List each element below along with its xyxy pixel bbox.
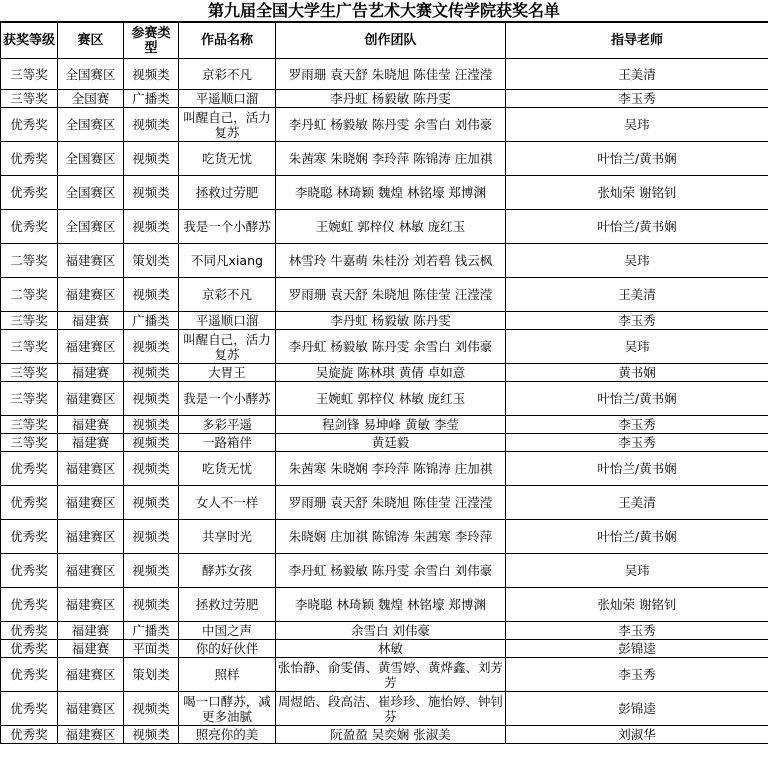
team-cell: 吴旋旋 陈林琪 黄倩 卓如意 — [276, 364, 506, 382]
table-row — [1, 312, 768, 330]
award-level-cell: 二等奖 — [1, 278, 58, 312]
table-row — [1, 59, 768, 90]
award-level-cell: 优秀奖 — [1, 554, 58, 588]
entry-type-cell: 广播类 — [124, 312, 179, 330]
table-row — [1, 658, 768, 692]
award-level-cell: 优秀奖 — [1, 588, 58, 622]
division-cell: 全国赛区 — [58, 210, 124, 244]
table-row — [1, 588, 768, 622]
division-cell: 福建赛区 — [58, 452, 124, 486]
entry-type-cell: 视频类 — [124, 210, 179, 244]
work-title-cell: 吃货无忧 — [179, 142, 276, 176]
advisor-cell: 李玉秀 — [506, 312, 768, 330]
header-division: 赛区 — [58, 23, 124, 59]
entry-type-cell: 视频类 — [124, 59, 179, 90]
work-title-cell: 一路箱伴 — [179, 434, 276, 452]
work-title-cell: 拯救过劳肥 — [179, 588, 276, 622]
work-title-cell: 叫醒自己，活力复苏 — [179, 330, 276, 364]
team-cell: 王婉虹 郭梓仪 林敏 庞红玉 — [276, 210, 506, 244]
advisor-cell: 叶怡兰/黄书娴 — [506, 142, 768, 176]
advisor-cell: 李玉秀 — [506, 658, 768, 692]
table-row — [1, 244, 768, 278]
award-level-cell: 优秀奖 — [1, 142, 58, 176]
division-cell: 福建赛区 — [58, 382, 124, 416]
division-cell: 福建赛 — [58, 312, 124, 330]
advisor-cell: 张灿荣 谢铭钊 — [506, 176, 768, 210]
division-cell: 福建赛区 — [58, 330, 124, 364]
table-row — [1, 210, 768, 244]
award-level-cell: 三等奖 — [1, 59, 58, 90]
work-title-cell: 京彩不凡 — [179, 278, 276, 312]
team-cell: 朱茜寒 朱晓娴 李玲萍 陈锦涛 庄加祺 — [276, 452, 506, 486]
work-title-cell: 共享时光 — [179, 520, 276, 554]
award-level-cell: 优秀奖 — [1, 210, 58, 244]
table-row — [1, 278, 768, 312]
work-title-cell: 吃货无忧 — [179, 452, 276, 486]
team-cell: 朱晓娴 庄加祺 陈锦涛 朱茜寒 李玲萍 — [276, 520, 506, 554]
division-cell: 福建赛区 — [58, 692, 124, 726]
work-title-cell: 京彩不凡 — [179, 59, 276, 90]
advisor-cell: 吴玮 — [506, 330, 768, 364]
table-row — [1, 142, 768, 176]
header-award-level: 获奖等级 — [1, 23, 58, 59]
division-cell: 福建赛区 — [58, 486, 124, 520]
table-row — [1, 90, 768, 108]
team-cell: 罗雨珊 袁天舒 朱晓旭 陈佳莹 汪滢滢 — [276, 278, 506, 312]
advisor-cell: 彭锦逵 — [506, 640, 768, 658]
division-cell: 福建赛区 — [58, 278, 124, 312]
award-level-cell: 二等奖 — [1, 244, 58, 278]
award-table — [0, 22, 768, 744]
award-level-cell: 三等奖 — [1, 90, 58, 108]
division-cell: 福建赛区 — [58, 520, 124, 554]
advisor-cell: 吴玮 — [506, 244, 768, 278]
work-title-cell: 酵苏女孩 — [179, 554, 276, 588]
award-level-cell: 优秀奖 — [1, 692, 58, 726]
advisor-cell: 彭锦逵 — [506, 692, 768, 726]
team-cell: 周煜皓、段高洁、崔珍珍、施怡婷、钟钊芬 — [276, 692, 506, 726]
team-cell: 张怡静、俞雯倩、黄雪婷、黄烨鑫、刘芳芳 — [276, 658, 506, 692]
award-level-cell: 优秀奖 — [1, 640, 58, 658]
work-title-cell: 中国之声 — [179, 622, 276, 640]
division-cell: 福建赛区 — [58, 726, 124, 744]
header-entry-type: 参赛类型 — [124, 23, 179, 59]
advisor-cell: 王美清 — [506, 278, 768, 312]
work-title-cell: 女人不一样 — [179, 486, 276, 520]
award-level-cell: 优秀奖 — [1, 726, 58, 744]
entry-type-cell: 视频类 — [124, 588, 179, 622]
team-cell: 李丹虹 杨毅敏 陈丹雯 余雪白 刘伟豪 — [276, 108, 506, 142]
team-cell: 李丹虹 杨毅敏 陈丹雯 — [276, 312, 506, 330]
table-row — [1, 434, 768, 452]
entry-type-cell: 视频类 — [124, 330, 179, 364]
work-title-cell: 拯救过劳肥 — [179, 176, 276, 210]
header-team: 创作团队 — [276, 23, 506, 59]
team-cell: 王婉虹 郭梓仪 林敏 庞红玉 — [276, 382, 506, 416]
advisor-cell: 李玉秀 — [506, 90, 768, 108]
team-cell: 程剑锋 易坤峰 黄敏 李莹 — [276, 416, 506, 434]
table-row — [1, 416, 768, 434]
entry-type-cell: 广播类 — [124, 90, 179, 108]
entry-type-cell: 视频类 — [124, 364, 179, 382]
advisor-cell: 叶怡兰/黄书娴 — [506, 452, 768, 486]
work-title-cell: 大胃王 — [179, 364, 276, 382]
advisor-cell: 王美清 — [506, 59, 768, 90]
award-level-cell: 三等奖 — [1, 382, 58, 416]
header-advisor: 指导老师 — [506, 23, 768, 59]
team-cell: 余雪白 刘伟豪 — [276, 622, 506, 640]
award-level-cell: 优秀奖 — [1, 520, 58, 554]
work-title-cell: 不同凡xiang — [179, 244, 276, 278]
advisor-cell: 李玉秀 — [506, 434, 768, 452]
table-row — [1, 520, 768, 554]
advisor-cell: 叶怡兰/黄书娴 — [506, 520, 768, 554]
award-level-cell: 三等奖 — [1, 312, 58, 330]
award-level-cell: 优秀奖 — [1, 176, 58, 210]
work-title-cell: 平遥顺口溜 — [179, 312, 276, 330]
advisor-cell: 叶怡兰/黄书娴 — [506, 382, 768, 416]
team-cell: 林雪玲 牛嘉萌 朱桂汾 刘若碧 钱云枫 — [276, 244, 506, 278]
work-title-cell: 照亮你的美 — [179, 726, 276, 744]
entry-type-cell: 视频类 — [124, 520, 179, 554]
work-title-cell: 我是一个小酵苏 — [179, 210, 276, 244]
table-row — [1, 692, 768, 726]
work-title-cell: 叫醒自己，活力复苏 — [179, 108, 276, 142]
division-cell: 全国赛区 — [58, 108, 124, 142]
table-row — [1, 452, 768, 486]
table-row — [1, 176, 768, 210]
award-level-cell: 优秀奖 — [1, 452, 58, 486]
team-cell: 阮盈盈 吴奕娴 张淑美 — [276, 726, 506, 744]
team-cell: 李晓聪 林琦颖 魏煌 林铭壕 郑博渊 — [276, 588, 506, 622]
advisor-cell: 张灿荣 谢铭钊 — [506, 588, 768, 622]
header-work-title: 作品名称 — [179, 23, 276, 59]
team-cell: 李丹虹 杨毅敏 陈丹雯 余雪白 刘伟豪 — [276, 554, 506, 588]
division-cell: 全国赛 — [58, 90, 124, 108]
entry-type-cell: 视频类 — [124, 108, 179, 142]
team-cell: 李晓聪 林琦颖 魏煌 林铭壕 郑博渊 — [276, 176, 506, 210]
award-level-cell: 三等奖 — [1, 330, 58, 364]
entry-type-cell: 视频类 — [124, 416, 179, 434]
table-row — [1, 622, 768, 640]
advisor-cell: 李玉秀 — [506, 622, 768, 640]
table-row — [1, 640, 768, 658]
division-cell: 福建赛区 — [58, 554, 124, 588]
entry-type-cell: 视频类 — [124, 176, 179, 210]
entry-type-cell: 策划类 — [124, 244, 179, 278]
entry-type-cell: 广播类 — [124, 622, 179, 640]
award-level-cell: 优秀奖 — [1, 108, 58, 142]
division-cell: 福建赛区 — [58, 658, 124, 692]
entry-type-cell: 平面类 — [124, 640, 179, 658]
entry-type-cell: 视频类 — [124, 382, 179, 416]
advisor-cell: 吴玮 — [506, 554, 768, 588]
advisor-cell: 叶怡兰/黄书娴 — [506, 210, 768, 244]
work-title-cell: 我是一个小酵苏 — [179, 382, 276, 416]
award-level-cell: 三等奖 — [1, 434, 58, 452]
award-level-cell: 优秀奖 — [1, 658, 58, 692]
entry-type-cell: 视频类 — [124, 726, 179, 744]
work-title-cell: 多彩平遥 — [179, 416, 276, 434]
sheet-title: 第九届全国大学生广告艺术大赛文传学院获奖名单 — [0, 0, 768, 22]
entry-type-cell: 视频类 — [124, 486, 179, 520]
team-cell: 罗雨珊 袁天舒 朱晓旭 陈佳莹 汪滢滢 — [276, 59, 506, 90]
work-title-cell: 喝一口酵苏，减更多油腻 — [179, 692, 276, 726]
entry-type-cell: 策划类 — [124, 658, 179, 692]
entry-type-cell: 视频类 — [124, 434, 179, 452]
table-row — [1, 726, 768, 744]
table-row — [1, 330, 768, 364]
header-row — [1, 23, 768, 59]
table-row — [1, 486, 768, 520]
division-cell: 福建赛 — [58, 416, 124, 434]
entry-type-cell: 视频类 — [124, 452, 179, 486]
table-row — [1, 382, 768, 416]
team-cell: 林敏 — [276, 640, 506, 658]
team-cell: 朱茜寒 朱晓娴 李玲萍 陈锦涛 庄加祺 — [276, 142, 506, 176]
division-cell: 全国赛区 — [58, 59, 124, 90]
table-row — [1, 108, 768, 142]
team-cell: 黄廷毅 — [276, 434, 506, 452]
table-body — [1, 59, 768, 744]
division-cell: 福建赛区 — [58, 588, 124, 622]
award-level-cell: 优秀奖 — [1, 622, 58, 640]
division-cell: 福建赛区 — [58, 244, 124, 278]
division-cell: 全国赛区 — [58, 176, 124, 210]
advisor-cell: 吴玮 — [506, 108, 768, 142]
division-cell: 福建赛 — [58, 434, 124, 452]
table-row — [1, 554, 768, 588]
division-cell: 福建赛 — [58, 640, 124, 658]
team-cell: 李丹虹 杨毅敏 陈丹雯 — [276, 90, 506, 108]
advisor-cell: 王美清 — [506, 486, 768, 520]
advisor-cell: 黄书娴 — [506, 364, 768, 382]
division-cell: 全国赛区 — [58, 142, 124, 176]
advisor-cell: 刘淑华 — [506, 726, 768, 744]
award-level-cell: 三等奖 — [1, 416, 58, 434]
award-level-cell: 三等奖 — [1, 364, 58, 382]
entry-type-cell: 视频类 — [124, 554, 179, 588]
award-level-cell: 优秀奖 — [1, 486, 58, 520]
table-row — [1, 364, 768, 382]
division-cell: 福建赛 — [58, 622, 124, 640]
work-title-cell: 平遥顺口溜 — [179, 90, 276, 108]
team-cell: 罗雨珊 袁天舒 朱晓旭 陈佳莹 汪滢滢 — [276, 486, 506, 520]
work-title-cell: 你的好伙伴 — [179, 640, 276, 658]
entry-type-cell: 视频类 — [124, 142, 179, 176]
division-cell: 福建赛 — [58, 364, 124, 382]
entry-type-cell: 视频类 — [124, 278, 179, 312]
work-title-cell: 照样 — [179, 658, 276, 692]
advisor-cell: 李玉秀 — [506, 416, 768, 434]
team-cell: 李丹虹 杨毅敏 陈丹雯 余雪白 刘伟豪 — [276, 330, 506, 364]
entry-type-cell: 视频类 — [124, 692, 179, 726]
